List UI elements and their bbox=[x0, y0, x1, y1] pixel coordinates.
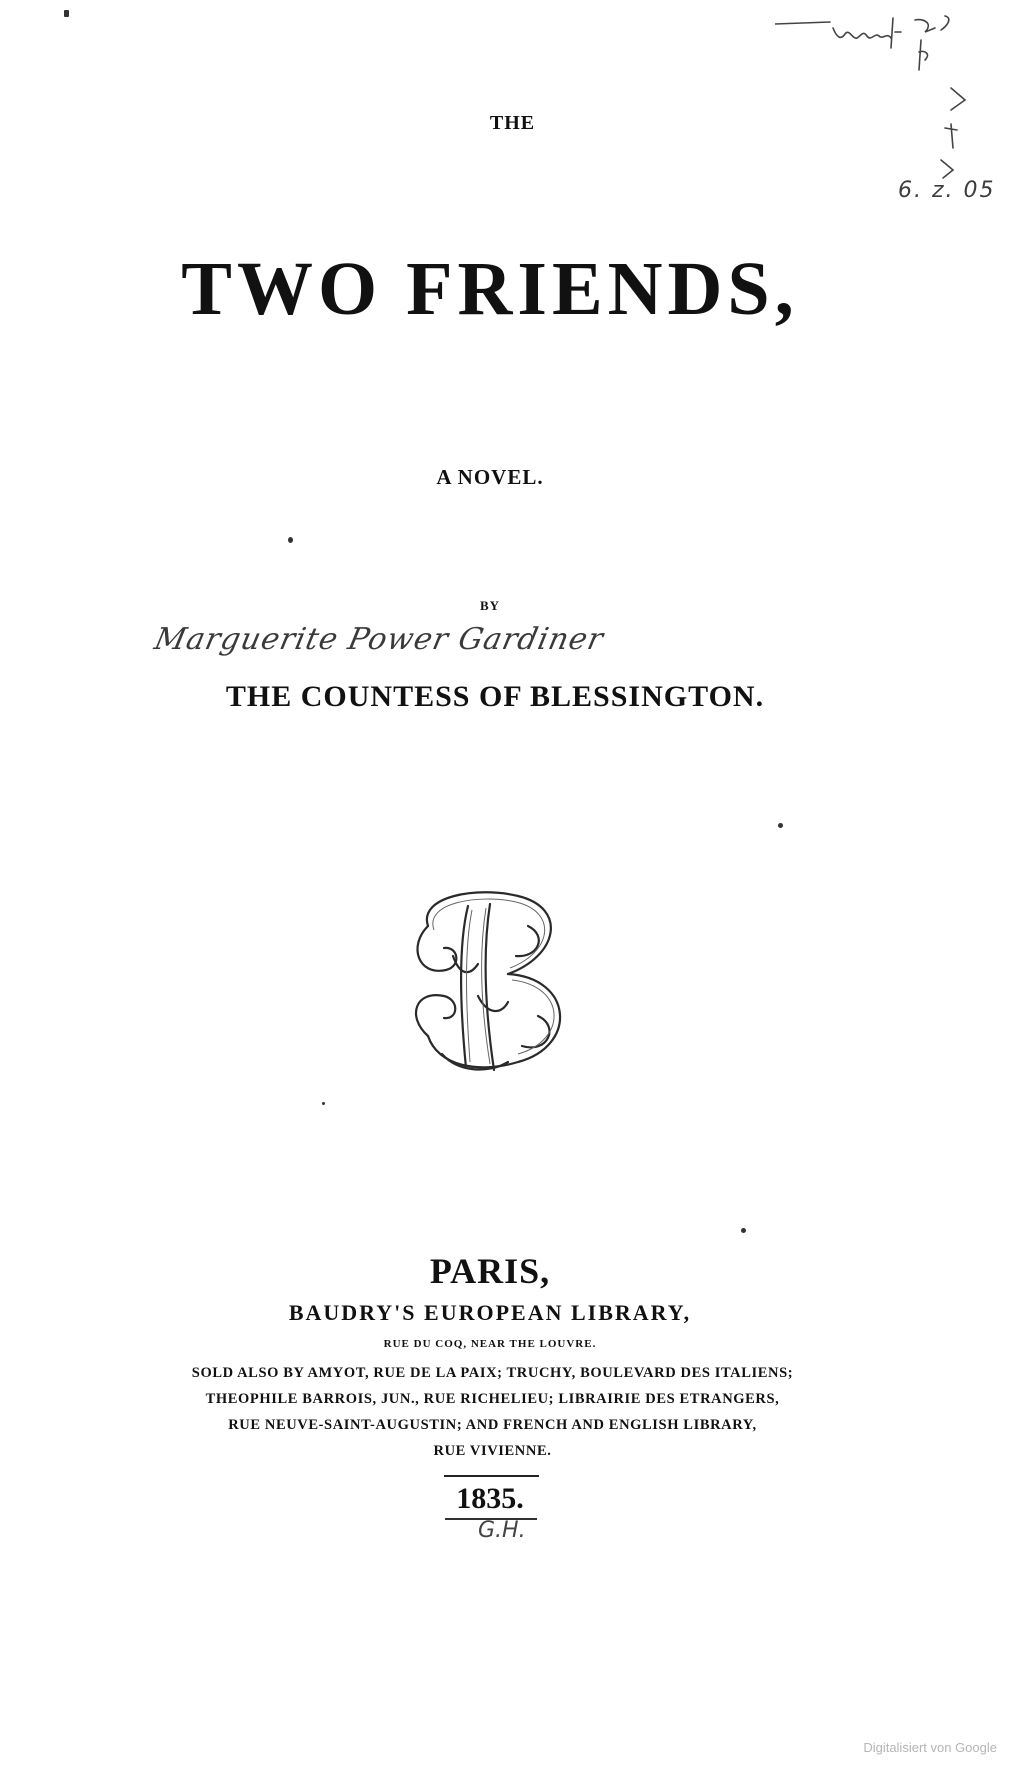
author-name: THE COUNTESS OF BLESSINGTON. bbox=[225, 680, 765, 713]
scan-speck bbox=[778, 823, 783, 828]
title-prefix: THE bbox=[489, 112, 536, 134]
shelf-mark: 6. z. 05 bbox=[898, 178, 996, 203]
scan-speck bbox=[64, 10, 69, 17]
sellers-line: SOLD ALSO BY AMYOT, RUE DE LA PAIX; TRUCHY, BOULEVARD DES ITALIENS; bbox=[191, 1365, 794, 1381]
scan-speck bbox=[322, 1102, 325, 1105]
sellers-line: RUE NEUVE-SAINT-AUGUSTIN; AND FRENCH AND ENGLISH LIBRARY, bbox=[228, 1417, 757, 1433]
sellers-line: RUE VIVIENNE. bbox=[433, 1443, 552, 1459]
by-label: BY bbox=[479, 598, 501, 613]
imprint-city: PARIS, bbox=[429, 1251, 551, 1291]
book-title: TWO FRIENDS, bbox=[181, 247, 799, 331]
scan-speck bbox=[741, 1228, 746, 1233]
divider-rule bbox=[444, 1475, 539, 1477]
publication-year: 1835. bbox=[456, 1482, 524, 1515]
sellers-line: THEOPHILE BARROIS, JUN., RUE RICHELIEU; LIBRAIRIE DES ETRANGERS, bbox=[205, 1391, 780, 1407]
monogram-ornament bbox=[398, 886, 576, 1078]
publisher-name: BAUDRY'S EUROPEAN LIBRARY, bbox=[288, 1300, 692, 1325]
handwritten-author-name: Marguerite Power Gardiner bbox=[151, 622, 607, 657]
publisher-address: RUE DU COQ, NEAR THE LOUVRE. bbox=[383, 1338, 597, 1350]
scan-speck bbox=[288, 537, 293, 543]
digitization-watermark: Digitalisiert von Google bbox=[863, 1740, 997, 1755]
subtitle: A NOVEL. bbox=[436, 465, 544, 489]
handwritten-initials: G.H. bbox=[478, 1518, 526, 1543]
